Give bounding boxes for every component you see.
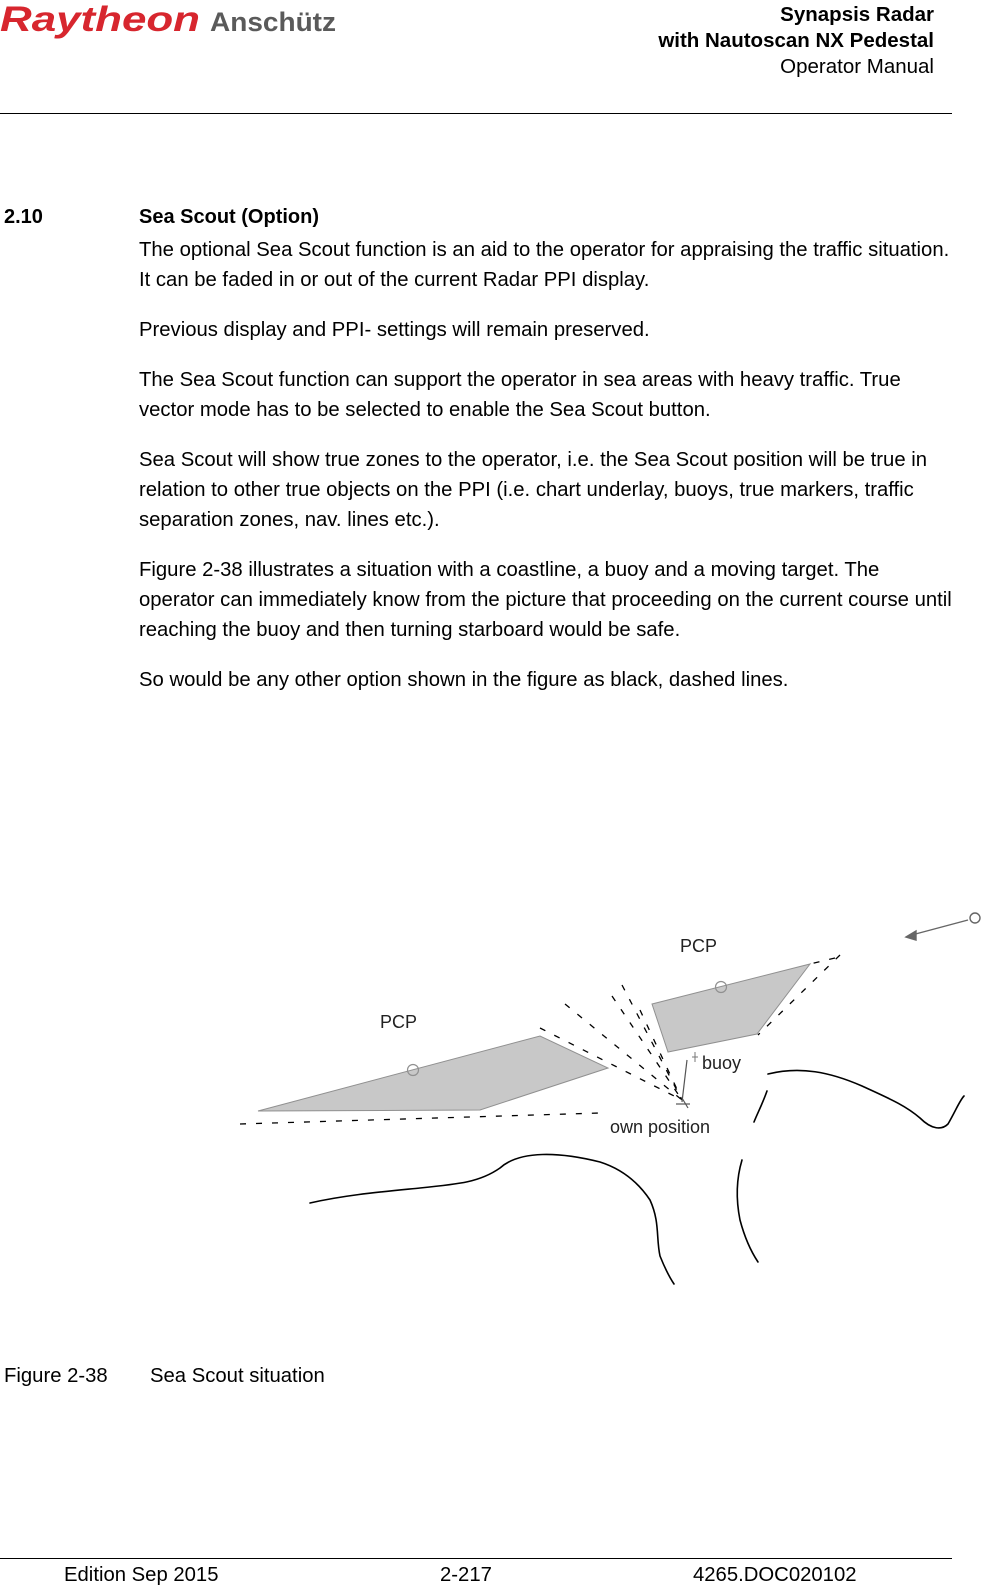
paragraph: The optional Sea Scout function is an aid to the operator for appraising the traffic situation. It can be faded in or out of the current Radar PPI display. bbox=[139, 239, 950, 291]
paragraph: Previous display and PPI- settings will remain preserved. bbox=[139, 319, 650, 341]
footer-edition: Edition Sep 2015 bbox=[64, 1564, 219, 1586]
raytheon-anschutz-logo bbox=[0, 0, 345, 44]
section-body bbox=[139, 235, 954, 715]
svg-text:Anschütz: Anschütz bbox=[210, 7, 336, 37]
sea-scout-figure bbox=[0, 900, 984, 1300]
figure-caption bbox=[4, 1365, 325, 1388]
doc-title-line1: Synapsis Radar bbox=[780, 3, 934, 26]
doc-title-line2: with Nautoscan NX Pedestal bbox=[658, 29, 934, 52]
footer-page-number: 2-217 bbox=[440, 1564, 492, 1586]
paragraph: The Sea Scout function can support the operator in sea areas with heavy traffic. True vector mode has to be selected to enable the Sea Scout button. bbox=[139, 369, 901, 421]
paragraph: Figure 2-38 illustrates a situation with a coastline, a buoy and a moving target. The operator can immediately know from the picture that proceeding on the current course until reaching the buoy and then turning starboard would be safe. bbox=[139, 559, 952, 641]
header-divider bbox=[0, 113, 952, 114]
document-title bbox=[658, 2, 934, 80]
svg-text:Raytheon: Raytheon bbox=[0, 0, 200, 39]
footer-doc-number: 4265.DOC020102 bbox=[693, 1564, 857, 1586]
pcp-zone-left bbox=[258, 1036, 608, 1111]
caption-text: Sea Scout situation bbox=[150, 1365, 325, 1387]
own-position-symbol bbox=[676, 1060, 690, 1108]
buoy-label: buoy bbox=[702, 1053, 742, 1073]
buoy-symbol bbox=[692, 1052, 698, 1062]
doc-title-line3: Operator Manual bbox=[780, 55, 934, 78]
caption-number: Figure 2-38 bbox=[4, 1365, 108, 1387]
own-position-label: own position bbox=[610, 1117, 711, 1137]
paragraph: So would be any other option shown in the figure as black, dashed lines. bbox=[139, 669, 789, 691]
footer-divider bbox=[0, 1558, 952, 1559]
pcp-label-left: PCP bbox=[380, 1012, 418, 1032]
paragraph: Sea Scout will show true zones to the operator, i.e. the Sea Scout position will be true in relation to other true objects on the PPI (i.e. chart underlay, buoys, true markers, traffic separation zones, nav. lines etc.). bbox=[139, 449, 928, 531]
section-title: Sea Scout (Option) bbox=[139, 206, 319, 228]
section-number: 2.10 bbox=[4, 206, 43, 228]
pcp-zone-right bbox=[652, 964, 810, 1052]
pcp-label-right: PCP bbox=[680, 936, 718, 956]
moving-target-symbol bbox=[906, 913, 980, 940]
